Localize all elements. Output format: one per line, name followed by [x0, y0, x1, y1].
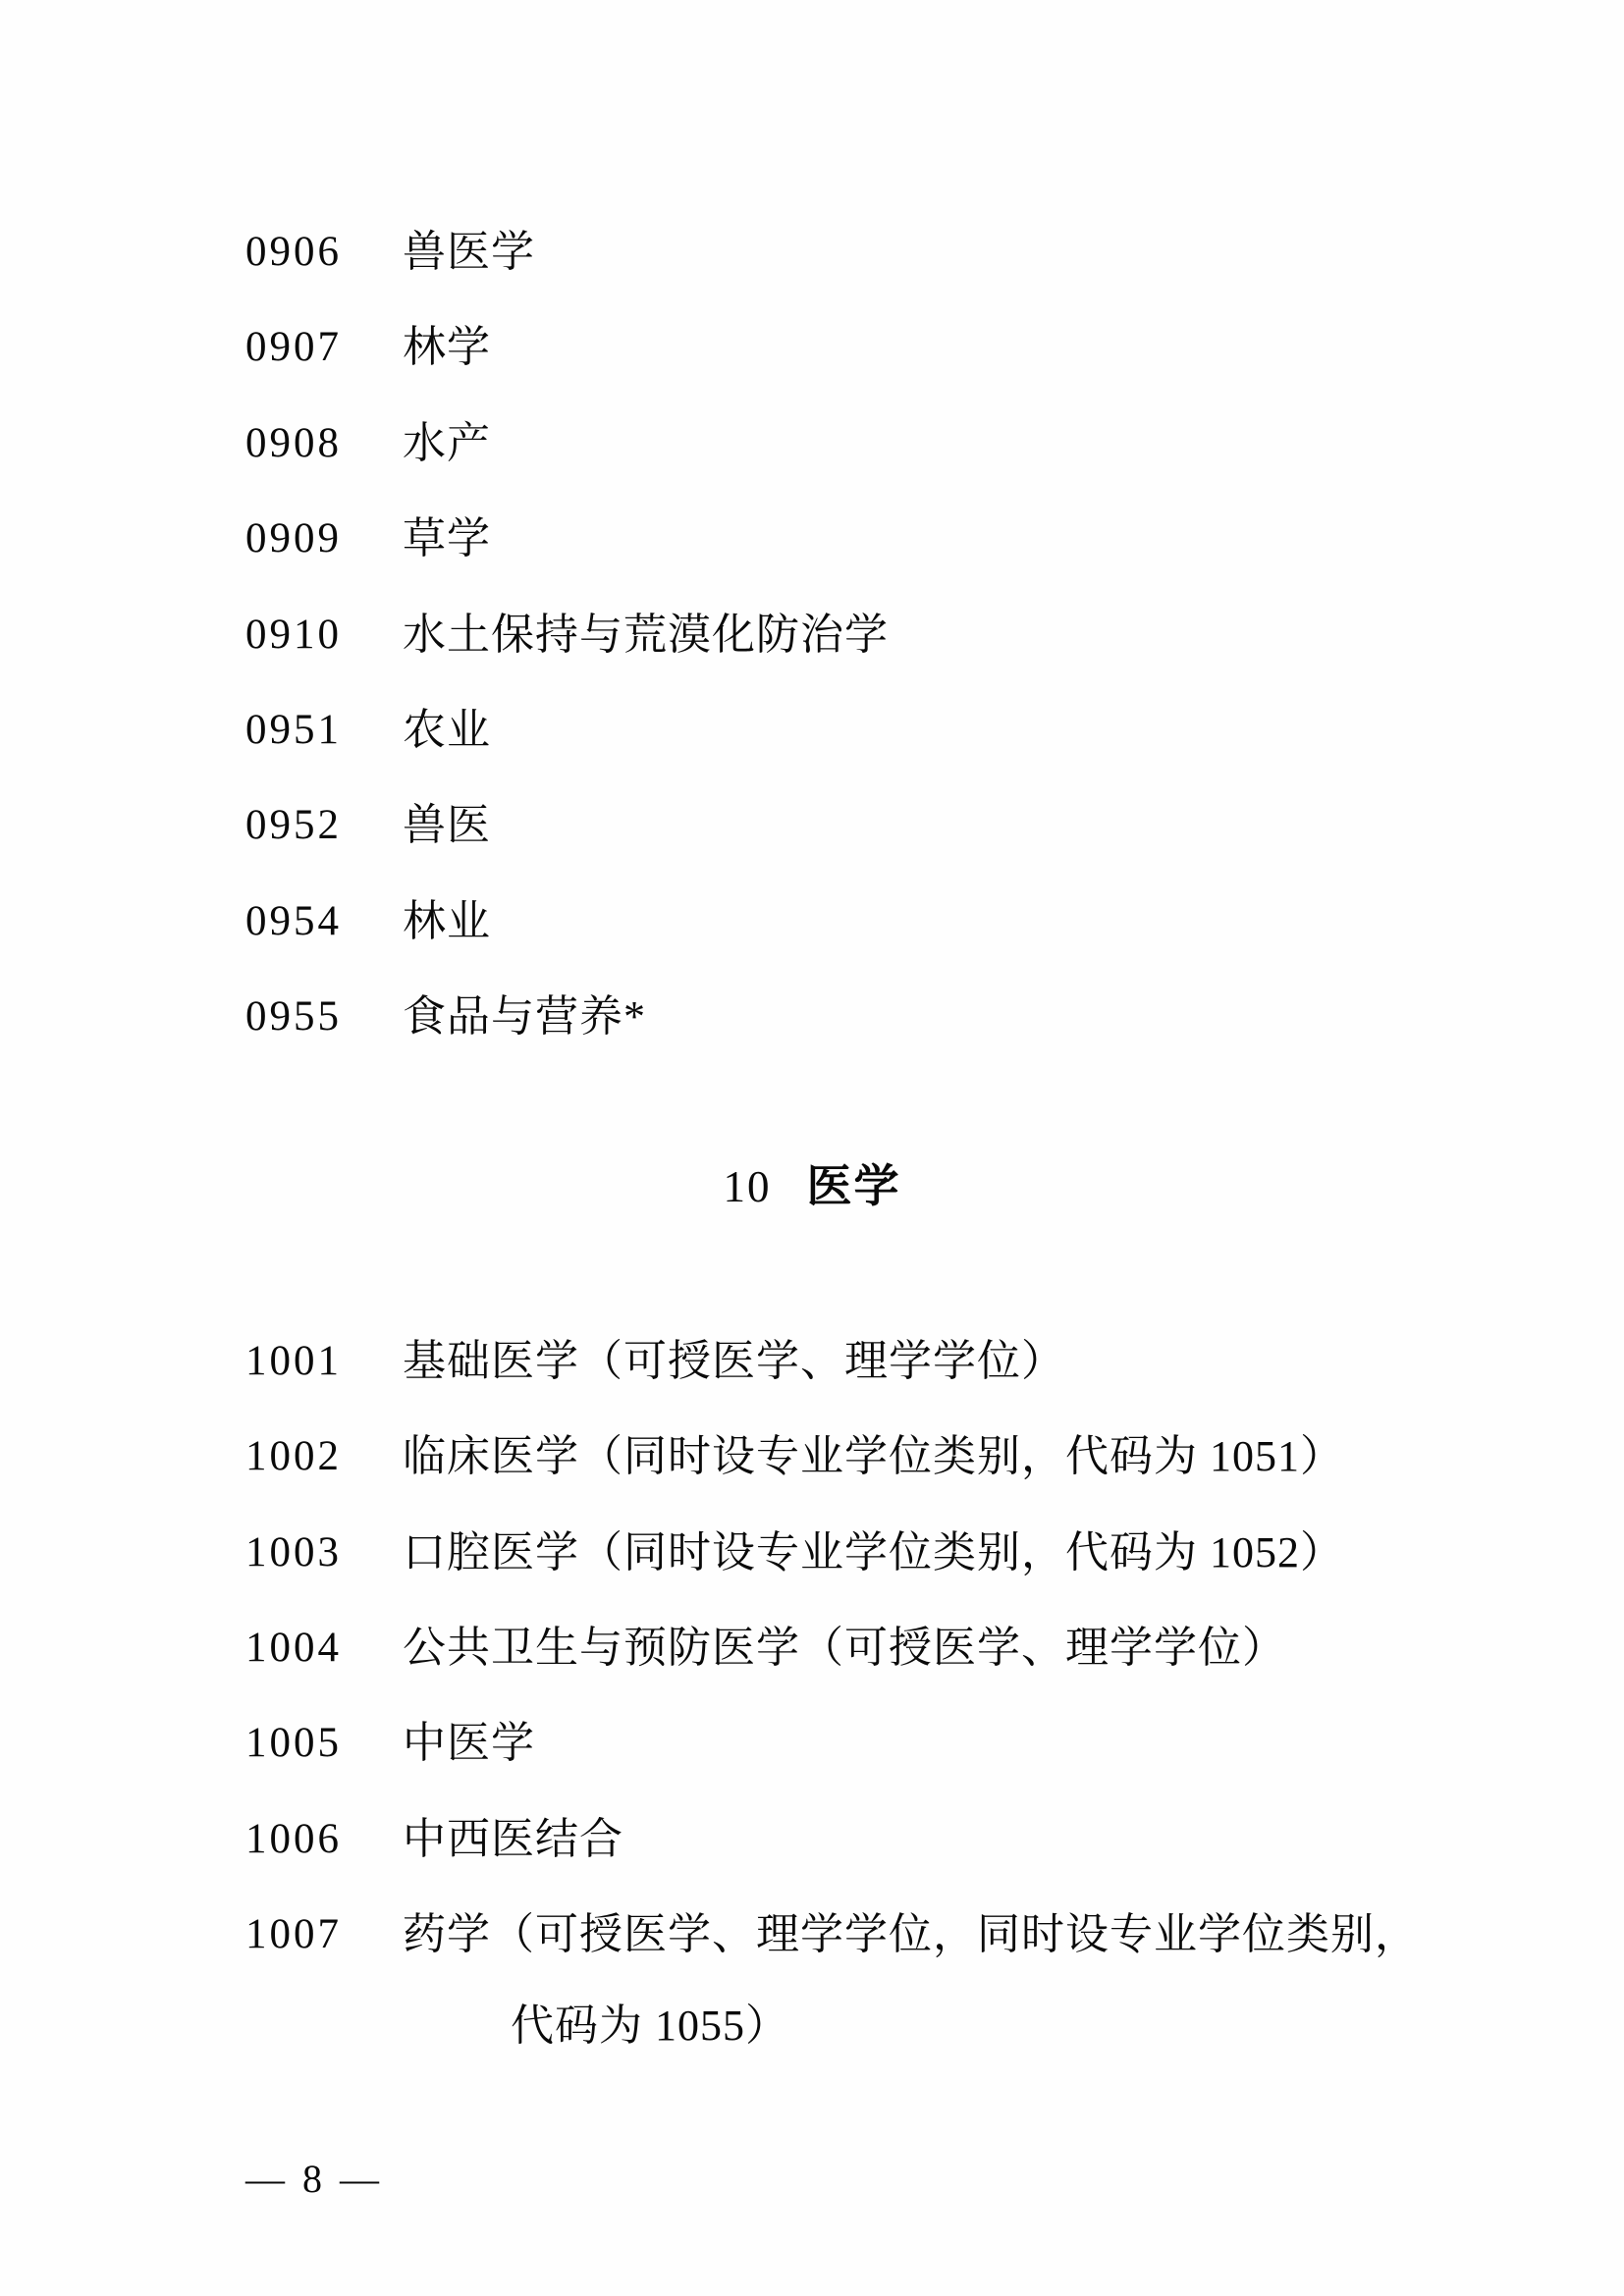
- discipline-row: [0, 801, 1624, 863]
- discipline-row: [0, 992, 1624, 1054]
- discipline-name: 林业: [403, 896, 491, 945]
- discipline-code: 0954: [245, 897, 342, 944]
- discipline-name: 草学: [403, 514, 491, 563]
- discipline-code: 0910: [245, 611, 342, 658]
- discipline-code: 1004: [245, 1624, 342, 1671]
- discipline-name: 口腔医学（同时设专业学位类别，代码为 1052）: [403, 1527, 1344, 1576]
- discipline-row: [0, 1719, 1624, 1781]
- discipline-name: 中医学: [403, 1719, 535, 1768]
- section-title: 医学: [806, 1160, 901, 1211]
- page-number: — 8 —: [245, 2157, 383, 2201]
- discipline-row: [0, 1337, 1624, 1399]
- section-number: 10: [723, 1162, 772, 1211]
- discipline-code: 1007: [245, 1910, 342, 1957]
- discipline-code: 0906: [245, 229, 342, 275]
- discipline-name: 基础医学（可授医学、理学学位）: [403, 1337, 1065, 1385]
- section-heading-medicine: [0, 1160, 1624, 1211]
- discipline-name: 兽医: [403, 801, 491, 850]
- discipline-code: 0907: [245, 324, 342, 371]
- discipline-row: [0, 418, 1624, 481]
- discipline-name: 公共卫生与预防医学（可授医学、理学学位）: [403, 1623, 1286, 1672]
- discipline-name: 林学: [403, 323, 491, 372]
- discipline-name: 中西医结合: [403, 1814, 623, 1863]
- discipline-row: [0, 706, 1624, 768]
- discipline-code: 0908: [245, 419, 342, 466]
- discipline-code: 1001: [245, 1338, 342, 1384]
- discipline-row: [0, 1623, 1624, 1685]
- discipline-row-continuation: [0, 2001, 1624, 2063]
- discipline-row: [0, 610, 1624, 672]
- discipline-code: 0955: [245, 993, 342, 1041]
- discipline-row: [0, 1432, 1624, 1494]
- discipline-name: 药学（可授医学、理学学位，同时设专业学位类别，: [403, 1909, 1419, 1958]
- discipline-name: 农业: [403, 706, 491, 754]
- discipline-row: [0, 896, 1624, 959]
- discipline-row: [0, 1814, 1624, 1877]
- discipline-row: [0, 514, 1624, 576]
- discipline-code: 0952: [245, 802, 342, 849]
- discipline-name-continuation: 代码为 1055）: [511, 2001, 789, 2050]
- discipline-code: 1003: [245, 1528, 342, 1575]
- discipline-name: 食品与营养*: [403, 992, 646, 1041]
- discipline-row: [0, 1527, 1624, 1590]
- discipline-name: 水土保持与荒漠化防治学: [403, 610, 889, 659]
- discipline-code: 0951: [245, 707, 342, 753]
- discipline-name: 临床医学（同时设专业学位类别，代码为 1051）: [403, 1432, 1344, 1481]
- discipline-name: 水产: [403, 418, 491, 467]
- discipline-code: 1006: [245, 1815, 342, 1862]
- discipline-code: 1005: [245, 1720, 342, 1767]
- discipline-code: 0909: [245, 515, 342, 562]
- discipline-code: 1002: [245, 1433, 342, 1480]
- discipline-name: 兽医学: [403, 228, 535, 276]
- discipline-row: [0, 1909, 1624, 1972]
- discipline-row: [0, 228, 1624, 290]
- discipline-row: [0, 323, 1624, 385]
